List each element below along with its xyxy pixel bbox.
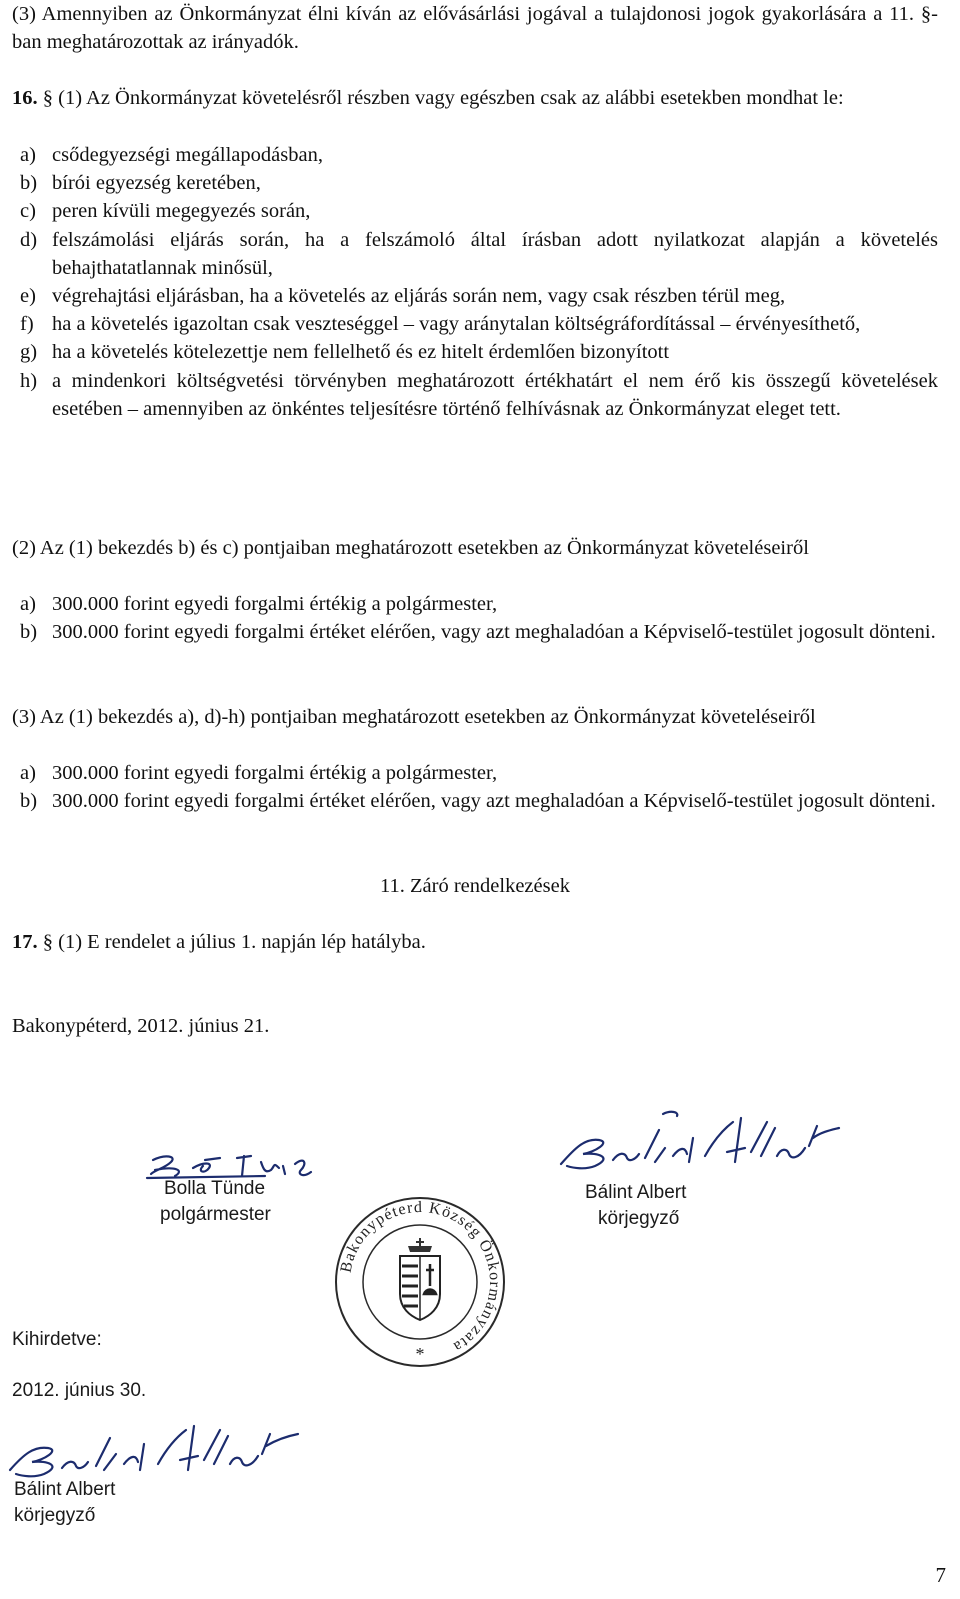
s17-paragraph [12, 928, 938, 956]
place-date: Bakonypéterd, 2012. június 21. [12, 1015, 270, 1037]
list-item: a) csődegyezségi megállapodásban, [20, 144, 323, 166]
s16-paragraph-2-intro: (2) Az (1) bekezdés b) és c) pontjaiban meghatározott esetekben az Önkormányzat követeléseiről [12, 537, 809, 559]
section-title: 11. Záró rendelkezések [380, 875, 570, 897]
s17-number: 17. [12, 931, 38, 953]
municipal-seal [330, 1190, 510, 1375]
s16-number: 16. [12, 87, 38, 109]
list-item: h) a mindenkori költségvetési törvényben meghatározott értékhatárt el nem érő kis összegű követelések esetében – amennyiben az önkéntes teljesítésre történő felhívásnak az Önkormányzat eleget tett. [20, 369, 938, 420]
s15-paragraph-3: (3) Amennyiben az Önkormányzat élni kíván az elővásárlási jogával a tulajdonosi jogok gyakorlására a 11. §-ban meghatározottak az irányadók. [12, 3, 938, 54]
s17-text: § (1) E rendelet a július 1. napján lép hatályba. [42, 931, 426, 953]
s16-intro-text: § (1) Az Önkormányzat követelésről részben vagy egészben csak az alábbi esetekben mondhat le: [42, 87, 844, 109]
s16-intro [12, 84, 938, 112]
notary-name: Bálint Albert [585, 1182, 687, 1203]
promulgation-name: Bálint Albert [14, 1479, 116, 1500]
coat-of-arms-icon [400, 1238, 440, 1320]
page-number: 7 [935, 1563, 946, 1587]
svg-text:*: * [415, 1344, 425, 1364]
list-item: c) peren kívüli megegyezés során, [20, 200, 311, 223]
promulgation-label: Kihirdetve: [12, 1329, 102, 1350]
list-item: b) 300.000 forint egyedi forgalmi értéket elérően, vagy azt meghaladóan a Képviselő-testület jogosult dönteni. [20, 790, 936, 813]
s16-paragraph-3-intro: (3) Az (1) bekezdés a), d)-h) pontjaiban meghatározott esetekben az Önkormányzat követeléseiről [12, 706, 816, 728]
list-item: d) felszámolási eljárás során, ha a felszámoló által írásban adott nyilatkozat alapján a követelés behajthatatlannak minősül, [20, 228, 938, 279]
mayor-title: polgármester [160, 1204, 271, 1225]
list-item: b) 300.000 forint egyedi forgalmi értéket elérően, vagy azt meghaladóan a Képviselő-testület jogosult dönteni. [20, 621, 936, 644]
list-item: f) ha a követelés igazoltan csak veszteséggel – vagy aránytalan költségráfordítással – érvényesíthető, [20, 313, 861, 336]
promulgation-signature-image [4, 1420, 304, 1482]
list-item: b) bírói egyezség keretében, [20, 172, 261, 195]
list-item: e) végrehajtási eljárásban, ha a követelés az eljárás során nem, vagy csak részben térül meg, [20, 285, 786, 308]
svg-text:Bakonypéterd Község Önkormányz: Bakonypéterd Község Önkormányzata [337, 1198, 504, 1356]
promulgation-date: 2012. június 30. [12, 1380, 147, 1401]
s16-list [12, 141, 938, 423]
mayor-name: Bolla Tünde [164, 1178, 266, 1199]
s16-paragraph-2-list [12, 590, 938, 646]
list-item: g) ha a követelés kötelezettje nem fellelhető és ez hitelt érdemlően bizonyított [20, 341, 670, 364]
s16-paragraph-3-list [12, 759, 938, 815]
notary-title: körjegyző [598, 1208, 680, 1229]
list-item: a) 300.000 forint egyedi forgalmi értékig a polgármester, [20, 593, 498, 615]
list-item: a) 300.000 forint egyedi forgalmi értékig a polgármester, [20, 762, 498, 784]
promulgation-title: körjegyző [14, 1505, 96, 1526]
notary-signature-image [555, 1108, 845, 1178]
